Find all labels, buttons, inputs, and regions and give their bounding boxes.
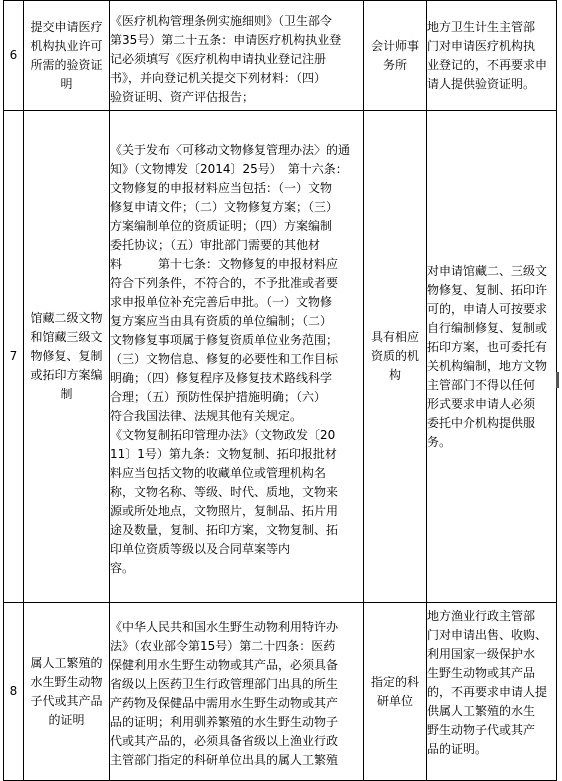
text-line: 关机构编制，地方文物 — [427, 358, 548, 373]
permit-table — [3, 0, 557, 781]
text-line: 提交申请医疗 — [30, 19, 103, 34]
text-line: 方案编制单位的资质证明；（四）方案编制 — [110, 219, 333, 233]
text-line: 记必须填写《医疗机构申请执业登记注册 — [110, 52, 327, 66]
text-line: 可的，申请人可按要求 — [427, 301, 548, 316]
text-line: 指定的科 — [370, 674, 419, 689]
service-provider — [364, 1, 427, 111]
text-line: 书》，并向登记机关提交下列材料：（四） — [110, 71, 327, 85]
text-line: 野生动物子代或其产 — [427, 723, 536, 737]
text-line: 称，文物名称、等级、时代、质地，文物来 — [110, 485, 339, 499]
row-number: 8 — [4, 603, 24, 781]
legal-basis — [110, 111, 364, 603]
text-line: 文物修复的申报材料应当包括：（一）文物 — [110, 181, 333, 195]
text-line: 子代或其产品 — [30, 693, 103, 708]
text-line: 途及数量，复制、拓印方案，文物复制、拓 — [110, 523, 339, 537]
table-row — [4, 603, 557, 781]
text-line: 委托协议；（五）审批部门需要的其他材 — [110, 238, 321, 252]
text-line: 会计师事 — [370, 38, 419, 53]
text-line: 研单位 — [376, 693, 413, 708]
text-line: 《关于发布〈可移动文物修复管理办法〉的通 — [110, 143, 351, 157]
text-line: 省级以上医药卫生行政管理部门出具的所生 — [110, 676, 339, 691]
text-line: 第35号）第二十五条：申请医疗机构执业登 — [110, 33, 342, 47]
text-line: 自行编制修复、复制或 — [427, 320, 548, 335]
table-row — [4, 1, 557, 111]
reform-note — [427, 1, 557, 111]
text-line: 主管部门不得以任何 — [427, 377, 536, 392]
text-line: 水生野生动物 — [30, 674, 103, 689]
text-line: 主管部门指定的科研单位出具的属人工繁殖 — [110, 752, 339, 767]
scroll-marker[interactable] — [556, 372, 559, 388]
text-line: 品的证明。 — [427, 742, 488, 756]
text-line: 构 — [388, 368, 401, 382]
text-line: 机构执业许可 — [30, 38, 103, 53]
text-line: 产药物及保健品中需用水生野生动物或其产 — [110, 695, 339, 710]
text-line: 务所 — [382, 57, 407, 72]
text-line: 容。 — [110, 561, 135, 575]
text-line: 合理；（五）预防性保护措施明确；（六） — [110, 390, 327, 404]
text-line: 地方卫生计生主管部 — [427, 19, 536, 34]
legal-basis — [110, 603, 364, 781]
text-line: 形式要求申请人必须 — [427, 396, 536, 411]
text-line: 复方案应当由具有资质的单位编制；（二） — [110, 314, 333, 328]
text-line: 料应当包括文物的收藏单位或管理机构名 — [110, 466, 327, 480]
service-provider — [364, 603, 427, 781]
text-line: 验资证明、资产评估报告； — [110, 90, 255, 104]
text-line: 制 — [60, 387, 73, 401]
text-line: 供属人工繁殖的水生 — [427, 704, 536, 718]
text-line: （三）文物信息、修复的必要性和工作目标 — [110, 352, 339, 366]
text-line: 11〕1号）第九条：文物复制、拓印报批材 — [110, 447, 337, 461]
text-line: 《文物复制拓印管理办法》（文物政发〔20 — [110, 428, 336, 442]
text-line: 资质的机 — [370, 349, 419, 363]
reform-note — [427, 603, 557, 781]
text-line: 请人提供验资证明。 — [427, 76, 536, 91]
text-line: 地方渔业行政主管部 — [427, 609, 536, 623]
item-name — [24, 111, 110, 603]
text-line: 属人工繁殖的 — [30, 655, 103, 670]
text-line: 源或所处地点，文物照片，复制品、拓片用 — [110, 504, 339, 518]
text-line: 料 第十七条：文物修复的申报材料应 — [110, 257, 339, 271]
row-number: 6 — [4, 1, 24, 111]
text-line: 印单位资质等级以及合同草案等内 — [110, 542, 291, 556]
text-line: 或拓印方案编 — [30, 368, 103, 382]
text-line: 生野生动物或其产品 — [427, 666, 536, 680]
text-line: 法》（农业部令第15号）第二十四条：医药 — [110, 638, 336, 653]
text-line: 门对申请出售、收购、 — [427, 628, 548, 642]
table-row — [4, 111, 557, 603]
text-line: 和馆藏三级文 — [30, 330, 103, 344]
text-line: 物修复、复制、拓印许 — [427, 282, 548, 297]
text-line: 馆藏二级文物 — [30, 311, 103, 325]
text-line: 的证明 — [48, 712, 85, 727]
text-line: 保健利用水生野生动物或其产品，必须具备 — [110, 657, 339, 672]
text-line: 所需的验资证 — [30, 57, 103, 72]
text-line: 物修复、复制 — [30, 349, 103, 363]
text-line: 拓印方案，也可委托有 — [427, 339, 548, 354]
reform-note — [427, 111, 557, 603]
text-line: 知》（文物博发〔2014〕25号） 第十六条： — [110, 162, 348, 176]
text-line: 对申请馆藏二、三级文 — [427, 263, 548, 278]
text-line: 明 — [60, 76, 73, 91]
text-line: 符合我国法律、法规其他有关规定。 — [110, 409, 303, 423]
item-name — [24, 603, 110, 781]
text-line: 代或其产品的，必须具备省级以上渔业行政 — [110, 733, 339, 748]
text-line: 修复申请文件；（二）文物修复方案；（三） — [110, 200, 339, 214]
text-line: 门对申请医疗机构执 — [427, 38, 536, 53]
legal-basis — [110, 1, 364, 111]
text-line: 的，不再要求申请人提 — [427, 685, 548, 699]
item-name — [24, 1, 110, 111]
row-number: 7 — [4, 111, 24, 603]
service-provider — [364, 111, 427, 603]
text-line: 务。 — [427, 434, 452, 449]
text-line: 符合下列条件，不符合的，不予批准或者要 — [110, 276, 339, 290]
text-line: 利用国家一级保护水 — [427, 647, 536, 661]
text-line: 委托中介机构提供服 — [427, 415, 536, 430]
text-line: 文物修复事项属于修复资质单位业务范围； — [110, 333, 339, 347]
text-line: 明确；（四）修复程序及修复技术路线科学 — [110, 371, 333, 385]
text-line: 《中华人民共和国水生野生动物利用特许办 — [110, 619, 339, 634]
text-line: 《医疗机构管理条例实施细则》（卫生部令 — [110, 14, 333, 28]
text-line: 求申报单位补充完善后申批。（一）文物修 — [110, 295, 333, 309]
text-line: 品的证明；利用驯养繁殖的水生野生动物子 — [110, 714, 339, 729]
text-line: 具有相应 — [370, 330, 419, 344]
text-line: 业登记的，不再要求申 — [427, 57, 548, 72]
